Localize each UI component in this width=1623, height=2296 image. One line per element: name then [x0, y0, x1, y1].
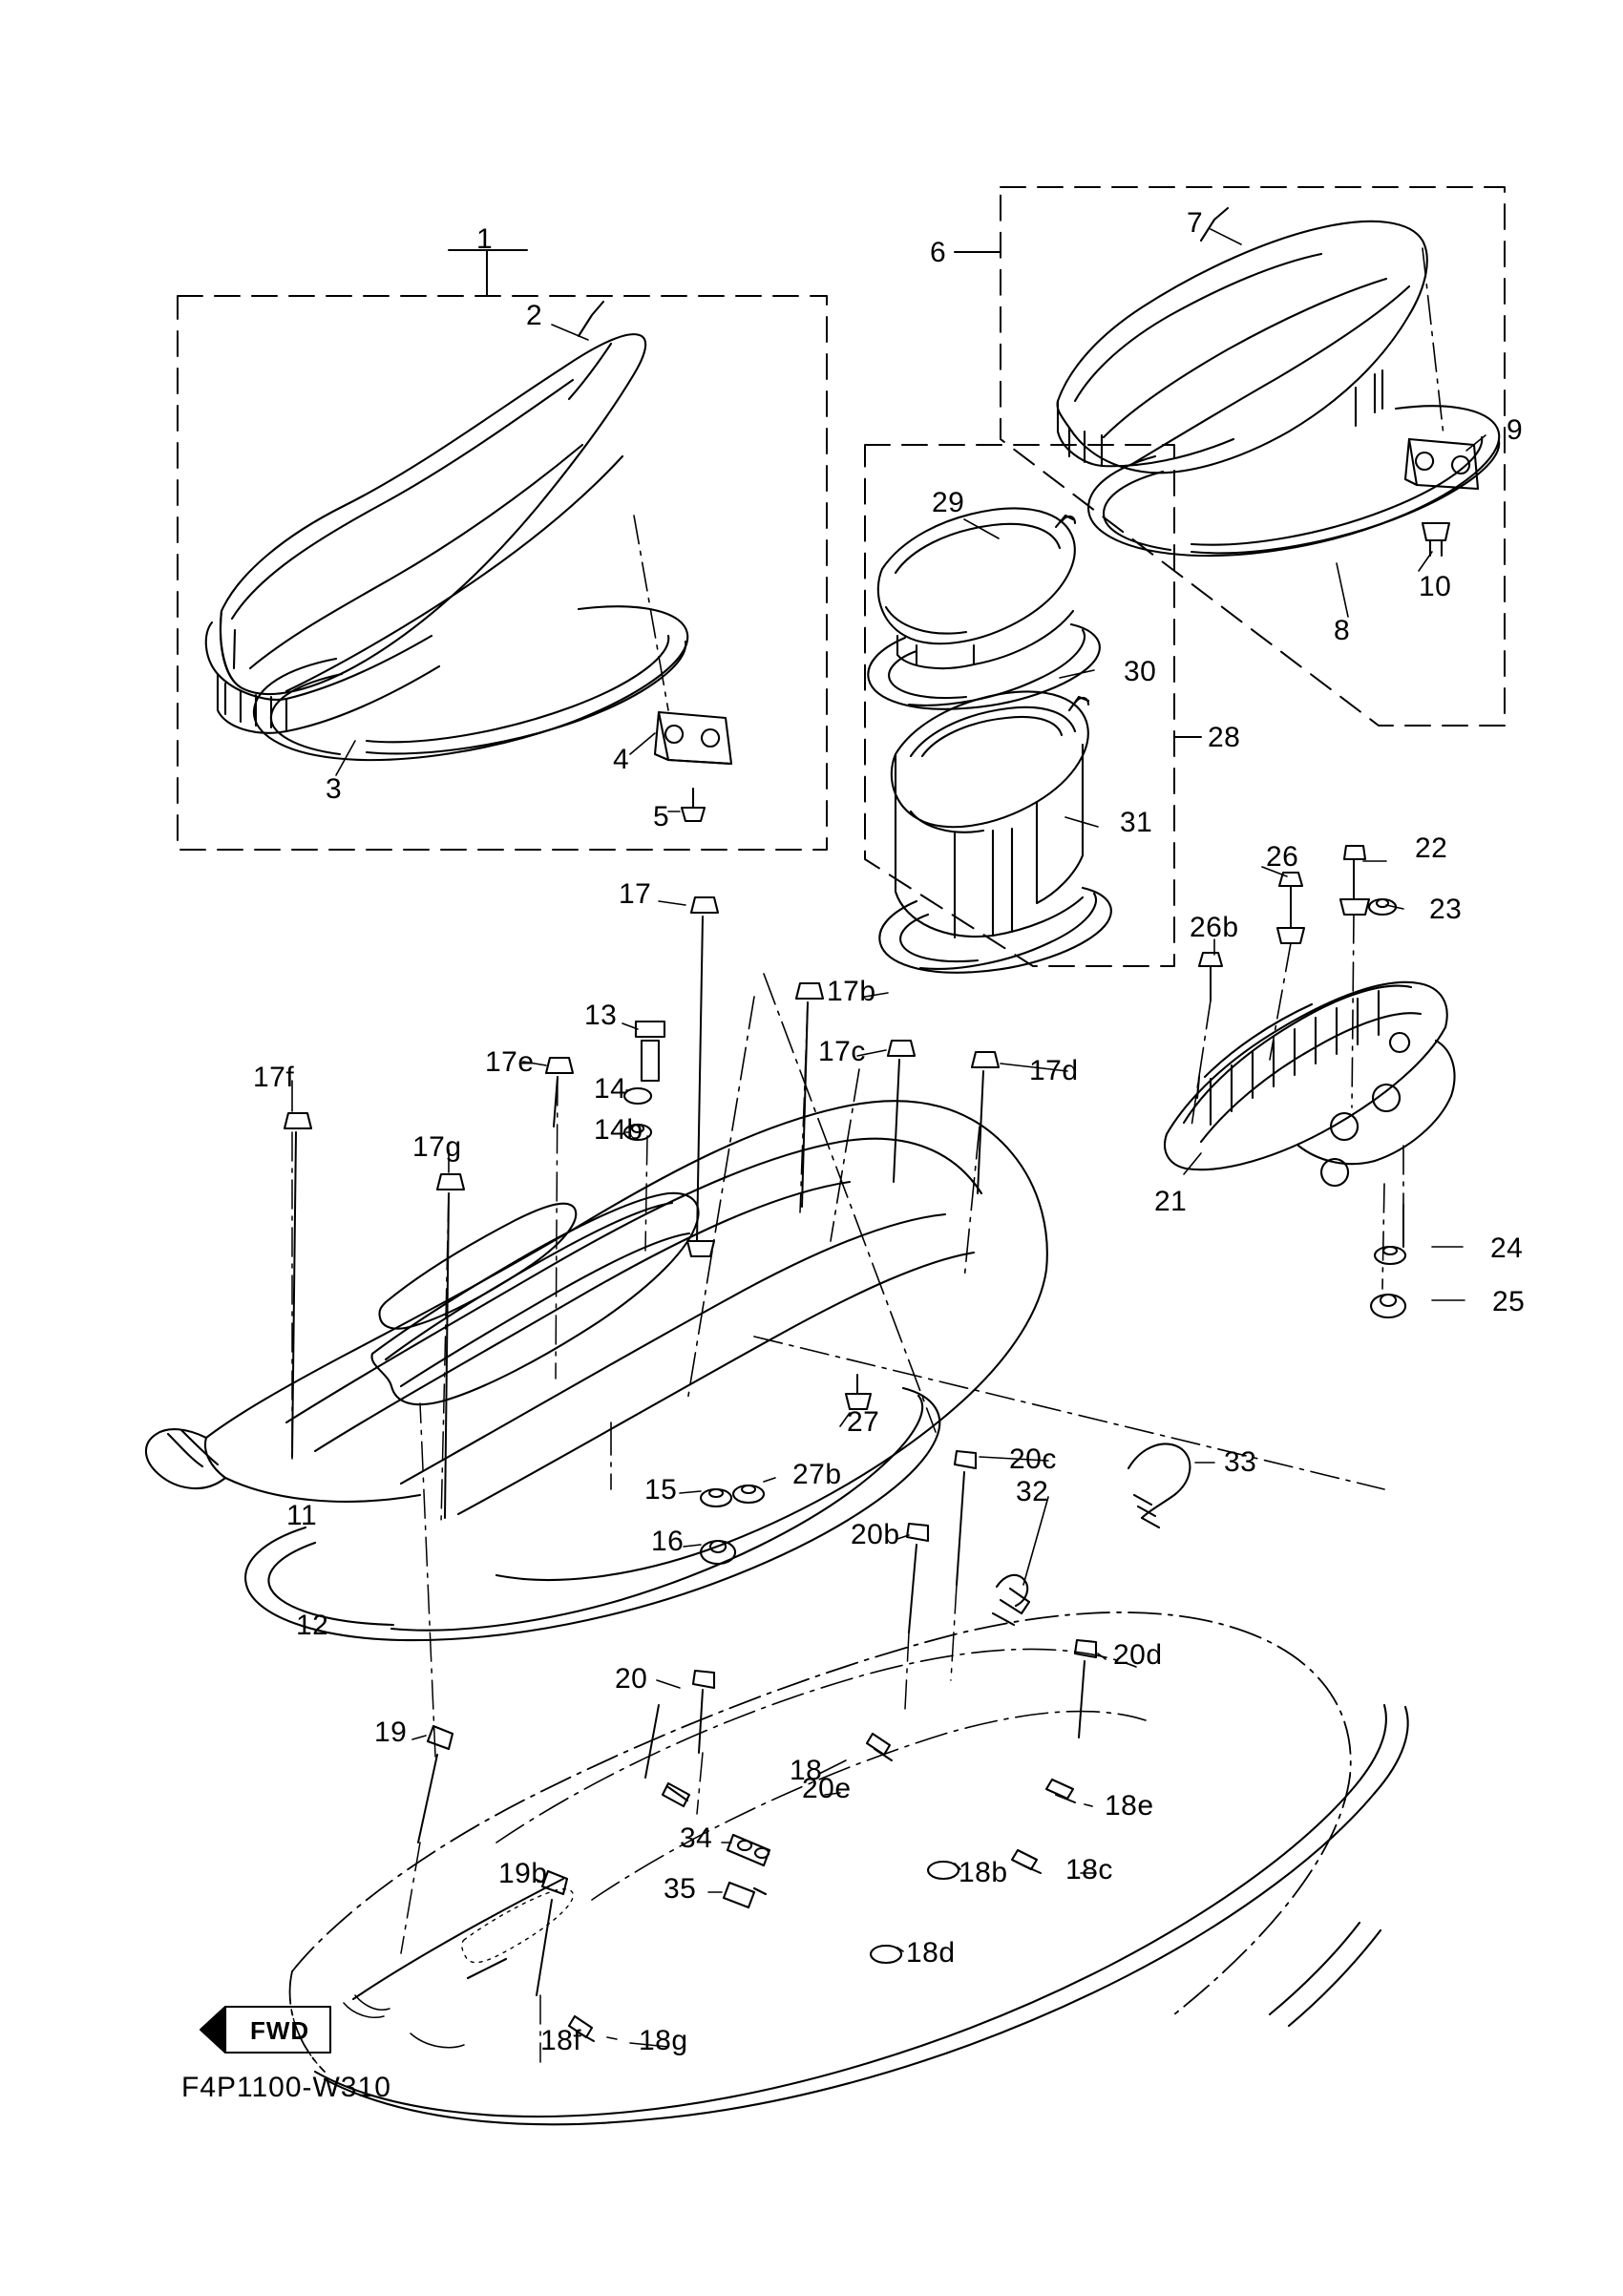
fwd-label: FWD — [250, 2016, 310, 2045]
callout-18d: 18d — [906, 1937, 956, 1969]
footrest-mat — [754, 846, 1465, 1489]
callout-16: 16 — [651, 1526, 685, 1557]
callout-24: 24 — [1490, 1232, 1524, 1264]
callout-17g: 17g — [412, 1131, 462, 1163]
callout-1: 1 — [476, 223, 494, 255]
callout-32: 32 — [1016, 1476, 1049, 1507]
callout-31: 31 — [1120, 807, 1153, 838]
callout-30: 30 — [1124, 656, 1157, 687]
callout-18f: 18f — [540, 2025, 582, 2056]
callout-14b: 14b — [594, 1114, 643, 1146]
callout-17e: 17e — [485, 1046, 535, 1078]
callout-6: 6 — [930, 237, 947, 268]
callout-9: 9 — [1507, 414, 1524, 446]
fasteners-19 — [401, 1403, 567, 2062]
diagram-code: F4P1100-W310 — [181, 2072, 391, 2103]
callout-35: 35 — [664, 1873, 697, 1905]
callout-33: 33 — [1224, 1446, 1257, 1478]
callout-17: 17 — [619, 878, 652, 910]
storage-lid — [868, 508, 1099, 708]
callout-18g: 18g — [639, 2025, 688, 2056]
callout-14: 14 — [594, 1073, 627, 1105]
callout-21: 21 — [1154, 1186, 1188, 1217]
callout-17c: 17c — [818, 1036, 866, 1067]
callout-18b: 18b — [959, 1857, 1008, 1888]
callout-34: 34 — [680, 1822, 713, 1854]
seat-assembly-front — [206, 302, 731, 821]
callout-23: 23 — [1429, 894, 1463, 925]
fasteners-17 — [285, 897, 1067, 1524]
callout-18c: 18c — [1065, 1854, 1113, 1885]
callout-26: 26 — [1266, 841, 1299, 873]
callout-12: 12 — [296, 1610, 329, 1641]
hull-lower — [290, 1612, 1408, 2124]
callout-19: 19 — [374, 1717, 408, 1748]
callout-22: 22 — [1415, 832, 1448, 864]
callout-20d: 20d — [1113, 1639, 1163, 1671]
callout-17b: 17b — [827, 976, 876, 1007]
callout-8: 8 — [1334, 615, 1351, 646]
callout-18e: 18e — [1105, 1790, 1154, 1822]
callout-4: 4 — [613, 744, 630, 775]
callout-13: 13 — [584, 1000, 618, 1031]
callout-20e: 20e — [802, 1773, 852, 1804]
callout-2: 2 — [526, 300, 543, 331]
callout-20c: 20c — [1009, 1443, 1057, 1475]
fasteners-15-16-27 — [680, 1375, 871, 1564]
callout-11: 11 — [286, 1500, 318, 1531]
callout-10: 10 — [1419, 571, 1452, 602]
callout-27: 27 — [847, 1406, 880, 1438]
callout-25: 25 — [1492, 1286, 1526, 1317]
storage-bucket — [879, 691, 1110, 972]
callout-17f: 17f — [253, 1062, 295, 1093]
callout-7: 7 — [1187, 207, 1204, 239]
callout-28: 28 — [1208, 722, 1241, 753]
callout-5: 5 — [653, 801, 670, 832]
callout-3: 3 — [326, 773, 343, 805]
callout-26b: 26b — [1190, 912, 1239, 943]
callout-29: 29 — [932, 487, 965, 518]
seat-assembly-rear — [1058, 208, 1500, 617]
callout-15: 15 — [644, 1474, 678, 1506]
callout-18: 18 — [790, 1755, 823, 1786]
callout-27b: 27b — [792, 1459, 842, 1490]
callout-20: 20 — [615, 1663, 648, 1695]
callout-17d: 17d — [1029, 1055, 1079, 1086]
callout-19b: 19b — [498, 1858, 548, 1889]
callout-20b: 20b — [851, 1519, 900, 1550]
